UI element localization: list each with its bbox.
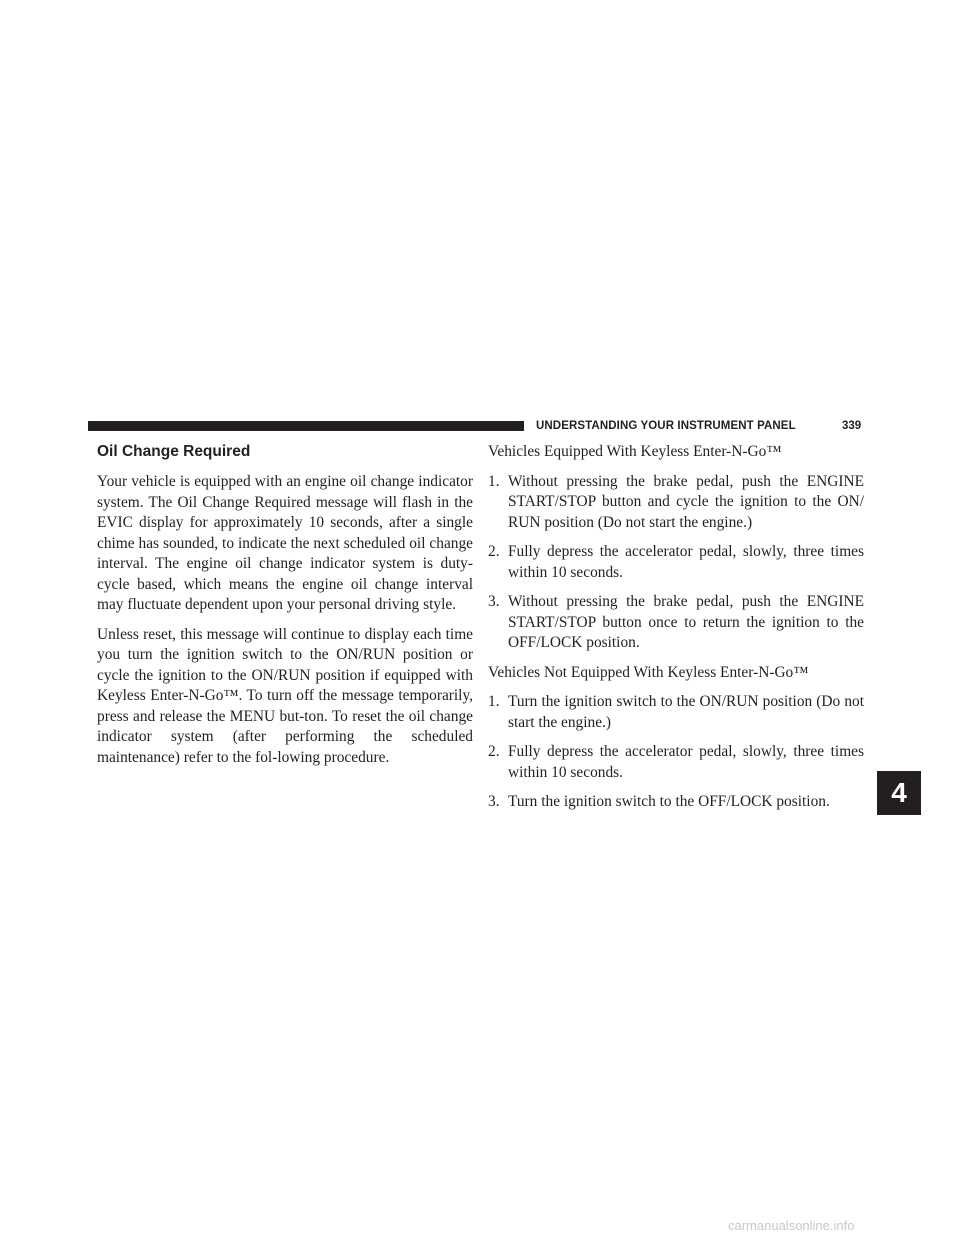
step-number: 3. xyxy=(488,593,500,610)
list-item xyxy=(488,592,864,654)
paragraph-reset: Unless reset, this message will continue to display each time you turn the ignition switch to the ON/RUN position or cycle the ignition to the ON/RUN position if equipped with Keyless Enter-N-Go™. To turn off the message temporarily, press and release the MENU but-ton. To reset the oil change indicator system (after performing the scheduled maintenance) refer to the fol-lowing procedure. xyxy=(97,625,473,766)
chapter-tab: 4 xyxy=(877,771,921,815)
watermark: carmanualsonline.info xyxy=(728,1218,855,1233)
keyless-steps xyxy=(488,472,864,654)
step-number: 3. xyxy=(488,793,500,810)
list-item xyxy=(488,472,864,534)
step-text: Turn the ignition switch to the ON/RUN position (Do not start the engine.) xyxy=(508,693,864,731)
step-number: 2. xyxy=(488,543,500,560)
step-text: Fully depress the accelerator pedal, slowly, three times within 10 seconds. xyxy=(508,543,864,581)
step-number: 2. xyxy=(488,743,500,760)
header-title: UNDERSTANDING YOUR INSTRUMENT PANEL xyxy=(536,420,796,432)
paragraph-intro: Your vehicle is equipped with an engine oil change indicator system. The Oil Change Required message will flash in the EVIC display for approximately 10 seconds, after a single chime has sounded, to indicate the next scheduled oil change interval. The engine oil change indicator system is duty-cycle based, which means the engine oil change interval may fluctuate dependent upon your personal driving style. xyxy=(97,473,473,613)
list-item xyxy=(488,692,864,733)
keyless-procedure xyxy=(488,442,864,654)
non-keyless-steps xyxy=(488,692,864,813)
step-text: Fully depress the accelerator pedal, slowly, three times within 10 seconds. xyxy=(508,743,864,781)
step-text: Without pressing the brake pedal, push the ENGINE START/STOP button once to return the ignition to the OFF/LOCK position. xyxy=(508,593,864,651)
header-bar xyxy=(88,421,524,431)
list-item xyxy=(488,792,864,813)
non-keyless-procedure xyxy=(488,663,864,813)
keyless-subheading: Vehicles Equipped With Keyless Enter-N-Go™ xyxy=(488,443,782,460)
page-number: 339 xyxy=(842,420,862,432)
section-heading: Oil Change Required xyxy=(97,443,251,460)
right-column xyxy=(488,442,864,813)
step-number: 1. xyxy=(488,693,500,710)
step-text: Turn the ignition switch to the OFF/LOCK position. xyxy=(508,793,830,810)
step-number: 1. xyxy=(488,472,500,490)
list-item xyxy=(488,542,864,583)
non-keyless-subheading: Vehicles Not Equipped With Keyless Enter-N-Go™ xyxy=(488,663,809,681)
left-column xyxy=(97,472,473,768)
step-text: Without pressing the brake pedal, push the ENGINE START/STOP button and cycle the ignition to the ON/ RUN position (Do not start the engine.) xyxy=(508,472,864,531)
list-item xyxy=(488,742,864,783)
